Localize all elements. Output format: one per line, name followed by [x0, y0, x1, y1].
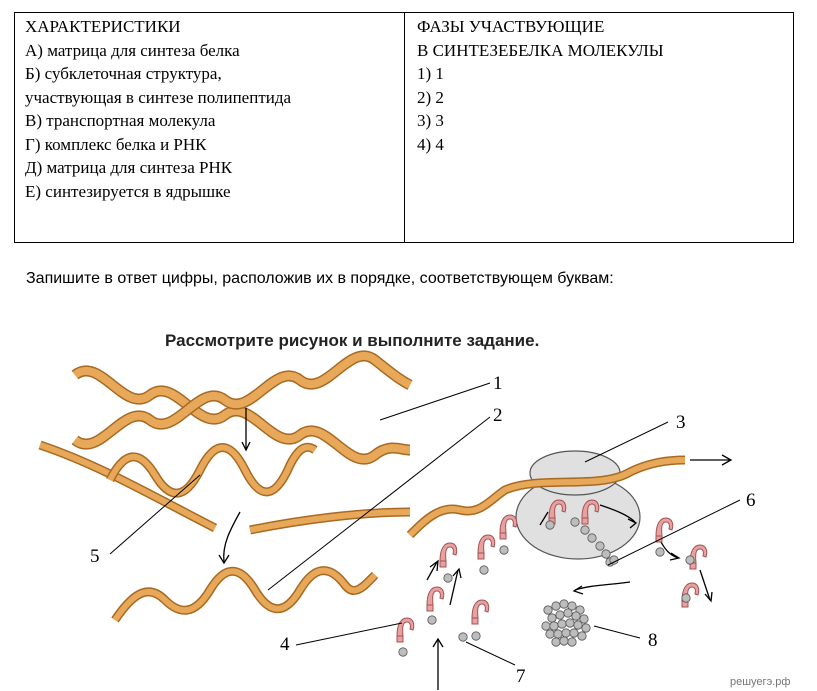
characteristics-column: [15, 13, 405, 242]
option-3: 3) 3: [417, 111, 444, 130]
matching-table: [14, 12, 794, 243]
option-1: 1) 1: [417, 64, 444, 83]
label-7: 7: [516, 666, 526, 687]
ribosome: [516, 451, 640, 559]
label-2: 2: [493, 405, 503, 426]
characteristics-header: ХАРАКТЕРИСТИКИ: [25, 17, 181, 36]
characteristic-v: В) транспортная молекула: [25, 111, 216, 130]
answer-instruction: Запишите в ответ цифры, расположив их в порядке, соответствующем буквам:: [26, 270, 614, 287]
watermark: решуегэ.рф: [730, 676, 791, 688]
label-1: 1: [493, 373, 503, 394]
protein-synthesis-figure: [0, 300, 817, 691]
phases-header-line2: В СИНТЕЗЕБЕЛКА МОЛЕКУЛЫ: [417, 40, 664, 60]
label-4: 4: [280, 634, 290, 655]
option-2: 2) 2: [417, 87, 444, 107]
option-4: 4) 4: [417, 134, 444, 154]
label-6: 6: [746, 490, 756, 511]
phases-header-line1: ФАЗЫ УЧАСТВУЮЩИЕ: [417, 17, 605, 36]
characteristic-b: Б) субклеточная структура,: [25, 64, 222, 83]
characteristic-e: Е) синтезируется в ядрышке: [25, 181, 231, 201]
label-5: 5: [90, 546, 100, 567]
label-3: 3: [676, 412, 686, 433]
mrna-to-ribosome: [115, 571, 375, 620]
characteristic-a: А) матрица для синтеза белка: [25, 40, 240, 60]
phases-column: [405, 13, 793, 242]
protein-cluster: [542, 600, 590, 646]
characteristic-b-cont: участвующая в синтезе полипептида: [25, 87, 292, 107]
characteristic-g: Г) комплекс белка и РНК: [25, 134, 207, 154]
figure-title: Рассмотрите рисунок и выполните задание.: [165, 331, 540, 350]
characteristic-d: Д) матрица для синтеза РНК: [25, 158, 233, 177]
label-8: 8: [648, 630, 658, 651]
